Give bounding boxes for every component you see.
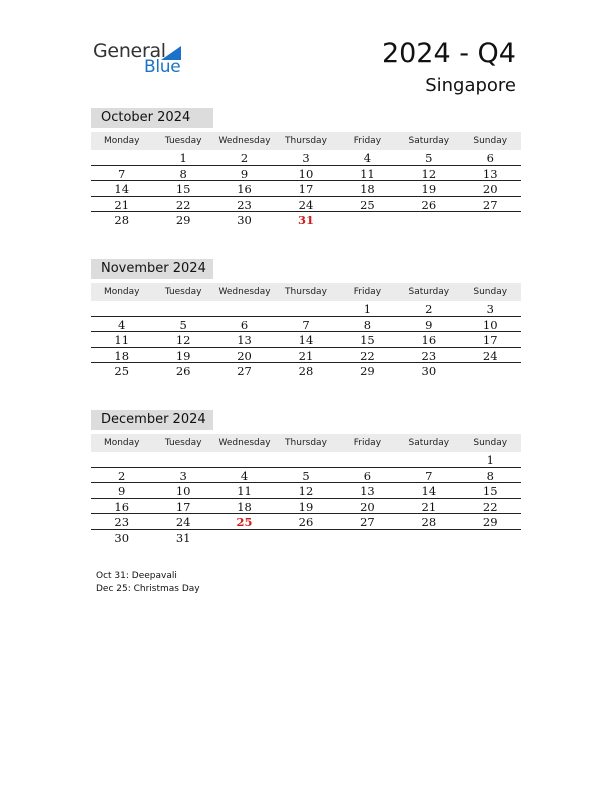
day-cell: 16 xyxy=(421,333,437,348)
month-calendar xyxy=(91,410,521,546)
month-title: October 2024 xyxy=(91,108,213,128)
day-cell xyxy=(91,150,152,165)
day-cell: 19 xyxy=(175,348,191,363)
day-cell: 26 xyxy=(421,197,437,212)
day-cell: 16 xyxy=(114,499,130,514)
day-cell: 20 xyxy=(360,499,375,514)
weekday-label: Monday xyxy=(103,136,140,146)
day-cell: 23 xyxy=(421,348,437,363)
day-cell: 19 xyxy=(298,499,314,514)
weekday-label: Wednesday xyxy=(218,438,271,448)
page-subtitle: Singapore xyxy=(425,75,516,96)
week-row xyxy=(91,468,521,484)
day-cell xyxy=(152,452,213,467)
day-cell: 22 xyxy=(482,499,498,514)
generalblue-logo xyxy=(93,40,193,80)
week-row xyxy=(91,166,521,182)
day-cell xyxy=(398,452,459,467)
weekday-label: Friday xyxy=(353,438,382,448)
weekday-label: Sunday xyxy=(473,136,508,146)
week-row xyxy=(91,363,521,379)
week-row xyxy=(91,181,521,197)
weekday-header xyxy=(91,283,521,301)
day-cell xyxy=(214,530,275,546)
day-cell: 28 xyxy=(421,515,437,530)
day-cell: 18 xyxy=(360,182,375,197)
day-cell: 30 xyxy=(114,530,130,545)
weekday-label: Monday xyxy=(103,287,140,297)
week-row xyxy=(91,514,521,530)
day-cell: 13 xyxy=(360,484,375,499)
day-cell: 11 xyxy=(114,333,130,348)
day-cell: 21 xyxy=(114,197,130,212)
week-row xyxy=(91,150,521,166)
page-title: 2024 - Q4 xyxy=(381,38,516,69)
day-cell: 8 xyxy=(363,317,372,332)
day-cell: 8 xyxy=(179,166,187,181)
weekday-label: Sunday xyxy=(473,287,508,297)
day-cell: 15 xyxy=(175,182,191,197)
weekday-label: Wednesday xyxy=(218,287,271,297)
day-cell: 26 xyxy=(298,515,314,530)
day-cell: 14 xyxy=(298,333,314,348)
day-cell: 29 xyxy=(175,213,191,228)
week-row xyxy=(91,301,521,317)
weekday-label: Friday xyxy=(353,287,382,297)
day-cell: 10 xyxy=(482,317,498,332)
day-cell xyxy=(337,530,398,546)
month-title: December 2024 xyxy=(91,410,213,430)
day-cell: 24 xyxy=(298,197,314,212)
weekday-label: Thursday xyxy=(285,136,327,146)
day-cell xyxy=(398,212,459,228)
day-cell: 9 xyxy=(425,317,433,332)
day-cell: 31 xyxy=(297,213,314,228)
day-cell: 4 xyxy=(118,317,126,332)
day-cell: 9 xyxy=(240,166,249,181)
weekday-label: Sunday xyxy=(473,438,508,448)
month-title: November 2024 xyxy=(91,259,213,279)
day-cell xyxy=(152,301,213,316)
day-cell: 21 xyxy=(298,348,314,363)
day-cell: 1 xyxy=(179,151,187,165)
day-cell: 4 xyxy=(240,468,249,483)
week-row xyxy=(91,499,521,515)
day-cell: 6 xyxy=(240,317,249,332)
weekday-label: Saturday xyxy=(408,287,450,297)
weekday-label: Tuesday xyxy=(164,438,202,448)
day-cell: 16 xyxy=(237,182,252,197)
weekday-label: Tuesday xyxy=(164,287,202,297)
weekday-label: Wednesday xyxy=(218,136,271,146)
day-cell: 26 xyxy=(175,364,191,379)
day-cell: 30 xyxy=(237,213,252,228)
day-cell: 20 xyxy=(237,348,252,363)
day-cell: 7 xyxy=(118,166,126,181)
week-row xyxy=(91,212,521,228)
week-row xyxy=(91,452,521,468)
weekday-header xyxy=(91,434,521,452)
day-cell: 25 xyxy=(114,364,130,379)
day-cell: 13 xyxy=(482,166,498,181)
day-cell: 28 xyxy=(114,213,130,228)
day-cell xyxy=(398,530,459,546)
day-cell xyxy=(275,530,336,546)
day-cell: 11 xyxy=(360,166,375,181)
weekday-label: Saturday xyxy=(408,136,450,146)
day-cell: 4 xyxy=(363,151,372,165)
day-cell: 7 xyxy=(302,317,310,332)
day-cell: 19 xyxy=(421,182,437,197)
day-cell: 7 xyxy=(425,468,433,483)
logo-text-general: General xyxy=(93,40,166,62)
day-cell: 3 xyxy=(179,468,187,483)
day-cell xyxy=(214,452,275,467)
day-cell: 29 xyxy=(482,515,498,530)
day-cell: 9 xyxy=(118,484,126,499)
day-cell: 29 xyxy=(360,364,375,379)
day-cell: 6 xyxy=(363,468,372,483)
day-cell: 23 xyxy=(237,197,252,212)
day-cell: 28 xyxy=(298,364,314,379)
day-cell xyxy=(91,452,152,467)
weekday-label: Friday xyxy=(353,136,382,146)
week-row xyxy=(91,483,521,499)
day-cell: 25 xyxy=(236,515,253,530)
day-cell: 5 xyxy=(179,317,187,332)
week-row xyxy=(91,530,521,546)
week-row xyxy=(91,348,521,364)
holiday-note: Oct 31: Deepavali xyxy=(96,571,177,581)
day-cell xyxy=(337,212,398,228)
day-cell: 10 xyxy=(298,166,314,181)
day-cell: 12 xyxy=(298,484,314,499)
day-cell: 30 xyxy=(421,364,437,379)
day-cell: 27 xyxy=(237,364,252,379)
day-cell: 10 xyxy=(175,484,191,499)
week-row xyxy=(91,332,521,348)
day-cell: 31 xyxy=(175,530,191,545)
weekday-label: Thursday xyxy=(285,438,327,448)
weekday-header xyxy=(91,132,521,150)
weekday-label: Monday xyxy=(103,438,140,448)
day-cell: 6 xyxy=(486,151,494,165)
day-cell: 3 xyxy=(486,302,494,316)
day-cell: 22 xyxy=(360,348,375,363)
day-cell: 17 xyxy=(482,333,498,348)
day-cell: 11 xyxy=(237,484,252,499)
weekday-label: Thursday xyxy=(285,287,327,297)
day-cell: 24 xyxy=(175,515,191,530)
week-row xyxy=(91,317,521,333)
day-cell: 25 xyxy=(360,197,375,212)
day-cell: 23 xyxy=(114,515,130,530)
day-cell: 15 xyxy=(482,484,498,499)
week-row xyxy=(91,197,521,213)
day-cell xyxy=(460,530,521,546)
day-cell xyxy=(275,301,336,316)
day-cell: 2 xyxy=(240,151,249,165)
day-cell xyxy=(91,301,152,316)
day-cell: 17 xyxy=(298,182,314,197)
day-cell xyxy=(214,301,275,316)
day-cell: 15 xyxy=(360,333,375,348)
day-cell: 13 xyxy=(237,333,252,348)
month-calendar xyxy=(91,259,521,379)
day-cell: 18 xyxy=(237,499,252,514)
holiday-notes xyxy=(96,570,200,596)
weekday-label: Tuesday xyxy=(164,136,202,146)
holiday-note: Dec 25: Christmas Day xyxy=(96,584,200,594)
day-cell: 22 xyxy=(175,197,191,212)
day-cell: 27 xyxy=(482,197,498,212)
day-cell: 1 xyxy=(486,453,494,467)
day-cell: 2 xyxy=(425,302,433,316)
day-cell: 2 xyxy=(118,468,126,483)
day-cell xyxy=(337,452,398,467)
logo-text-blue: Blue xyxy=(144,57,181,77)
day-cell: 3 xyxy=(302,151,310,165)
day-cell: 17 xyxy=(175,499,191,514)
day-cell: 21 xyxy=(421,499,437,514)
day-cell: 5 xyxy=(425,151,433,165)
month-calendar xyxy=(91,108,521,228)
day-cell: 20 xyxy=(482,182,498,197)
day-cell: 5 xyxy=(302,468,310,483)
day-cell: 14 xyxy=(421,484,437,499)
day-cell xyxy=(460,363,521,379)
day-cell: 24 xyxy=(482,348,498,363)
day-cell: 27 xyxy=(360,515,375,530)
day-cell: 12 xyxy=(421,166,437,181)
day-cell: 1 xyxy=(363,302,372,316)
day-cell xyxy=(460,212,521,228)
day-cell: 8 xyxy=(486,468,494,483)
day-cell: 12 xyxy=(175,333,191,348)
day-cell: 14 xyxy=(114,182,130,197)
day-cell: 18 xyxy=(114,348,130,363)
day-cell xyxy=(275,452,336,467)
weekday-label: Saturday xyxy=(408,438,450,448)
